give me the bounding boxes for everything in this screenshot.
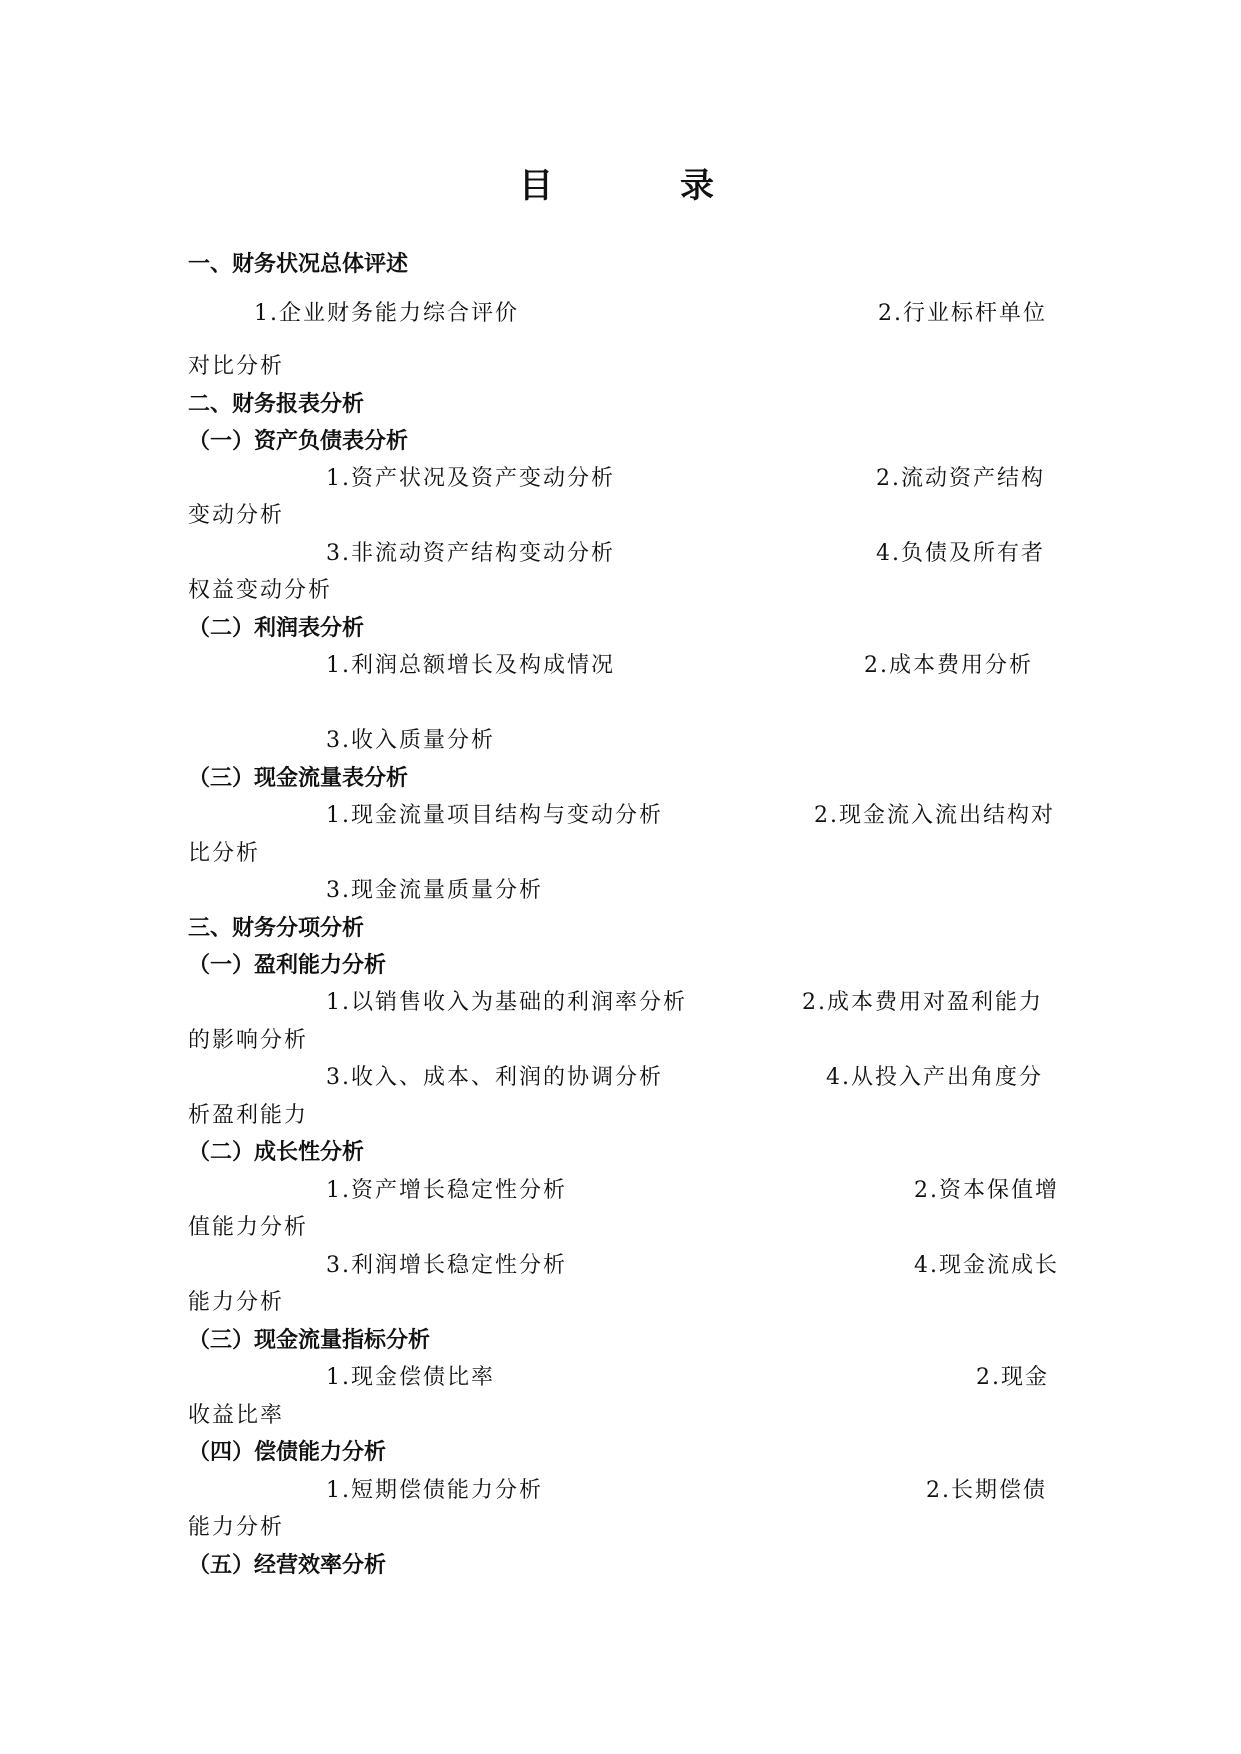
toc-entry-1-2-cont[interactable]: 对比分析 <box>188 354 285 379</box>
toc-entry-2-2-2[interactable]: 2.成本费用分析 <box>864 653 1033 678</box>
toc-entry-2-1-4[interactable]: 4.负债及所有者 <box>876 541 1045 566</box>
toc-subheading-3-5[interactable]: （五）经营效率分析 <box>188 1553 387 1578</box>
toc-entry-2-3-2[interactable]: 2.现金流入流出结构对 <box>814 803 1055 828</box>
toc-entry-3-2-3[interactable]: 3.利润增长稳定性分析 <box>326 1253 567 1278</box>
toc-entry-3-3-1[interactable]: 1.现金偿债比率 <box>326 1365 495 1390</box>
toc-entry-2-1-2-cont[interactable]: 变动分析 <box>188 503 285 528</box>
toc-subheading-3-3[interactable]: （三）现金流量指标分析 <box>188 1328 431 1353</box>
toc-entry-2-3-3[interactable]: 3.现金流量质量分析 <box>326 878 543 903</box>
toc-entry-3-4-2-cont[interactable]: 能力分析 <box>188 1515 285 1540</box>
toc-entry-3-2-2[interactable]: 2.资本保值增 <box>914 1178 1059 1203</box>
toc-entry-3-1-4-cont[interactable]: 析盈利能力 <box>188 1103 309 1128</box>
toc-heading-section-1[interactable]: 一、财务状况总体评述 <box>188 252 409 277</box>
page-title <box>0 158 1241 208</box>
toc-entry-2-1-3[interactable]: 3.非流动资产结构变动分析 <box>326 541 615 566</box>
toc-entry-2-2-1[interactable]: 1.利润总额增长及构成情况 <box>326 653 615 678</box>
toc-entry-3-3-2[interactable]: 2.现金 <box>976 1365 1049 1390</box>
toc-entry-3-2-4-cont[interactable]: 能力分析 <box>188 1290 285 1315</box>
toc-entry-3-1-2[interactable]: 2.成本费用对盈利能力 <box>802 990 1043 1015</box>
toc-entry-3-1-2-cont[interactable]: 的影响分析 <box>188 1028 309 1053</box>
toc-subheading-3-2[interactable]: （二）成长性分析 <box>188 1140 365 1165</box>
toc-entry-2-1-4-cont[interactable]: 权益变动分析 <box>188 578 333 603</box>
toc-heading-section-2[interactable]: 二、财务报表分析 <box>188 392 365 417</box>
toc-entry-3-4-1[interactable]: 1.短期偿债能力分析 <box>326 1478 543 1503</box>
toc-entry-2-3-2-cont[interactable]: 比分析 <box>188 841 261 866</box>
toc-heading-section-3[interactable]: 三、财务分项分析 <box>188 916 365 941</box>
toc-subheading-2-3[interactable]: （三）现金流量表分析 <box>188 766 409 791</box>
toc-entry-1-2[interactable]: 2.行业标杆单位 <box>878 301 1047 326</box>
toc-entry-3-3-2-cont[interactable]: 收益比率 <box>188 1403 285 1428</box>
toc-entry-1-1[interactable]: 1.企业财务能力综合评价 <box>254 301 519 326</box>
toc-entry-2-3-1[interactable]: 1.现金流量项目结构与变动分析 <box>326 803 663 828</box>
toc-entry-2-1-2[interactable]: 2.流动资产结构 <box>876 466 1045 491</box>
toc-subheading-2-1[interactable]: （一）资产负债表分析 <box>188 429 409 454</box>
toc-entry-3-4-2[interactable]: 2.长期偿债 <box>926 1478 1047 1503</box>
toc-entry-2-1-1[interactable]: 1.资产状况及资产变动分析 <box>326 466 615 491</box>
toc-entry-3-1-3[interactable]: 3.收入、成本、利润的协调分析 <box>326 1065 663 1090</box>
toc-subheading-2-2[interactable]: （二）利润表分析 <box>188 616 365 641</box>
toc-subheading-3-4[interactable]: （四）偿债能力分析 <box>188 1440 387 1465</box>
toc-entry-3-2-4[interactable]: 4.现金流成长 <box>914 1253 1059 1278</box>
toc-entry-2-2-3[interactable]: 3.收入质量分析 <box>326 728 495 753</box>
title-char-2: 录 <box>680 166 714 206</box>
toc-entry-3-1-4[interactable]: 4.从投入产出角度分 <box>826 1065 1043 1090</box>
title-char-1: 目 <box>519 166 553 206</box>
toc-entry-3-1-1[interactable]: 1.以销售收入为基础的利润率分析 <box>326 990 687 1015</box>
toc-entry-3-2-2-cont[interactable]: 值能力分析 <box>188 1215 309 1240</box>
toc-subheading-3-1[interactable]: （一）盈利能力分析 <box>188 953 387 978</box>
toc-entry-3-2-1[interactable]: 1.资产增长稳定性分析 <box>326 1178 567 1203</box>
